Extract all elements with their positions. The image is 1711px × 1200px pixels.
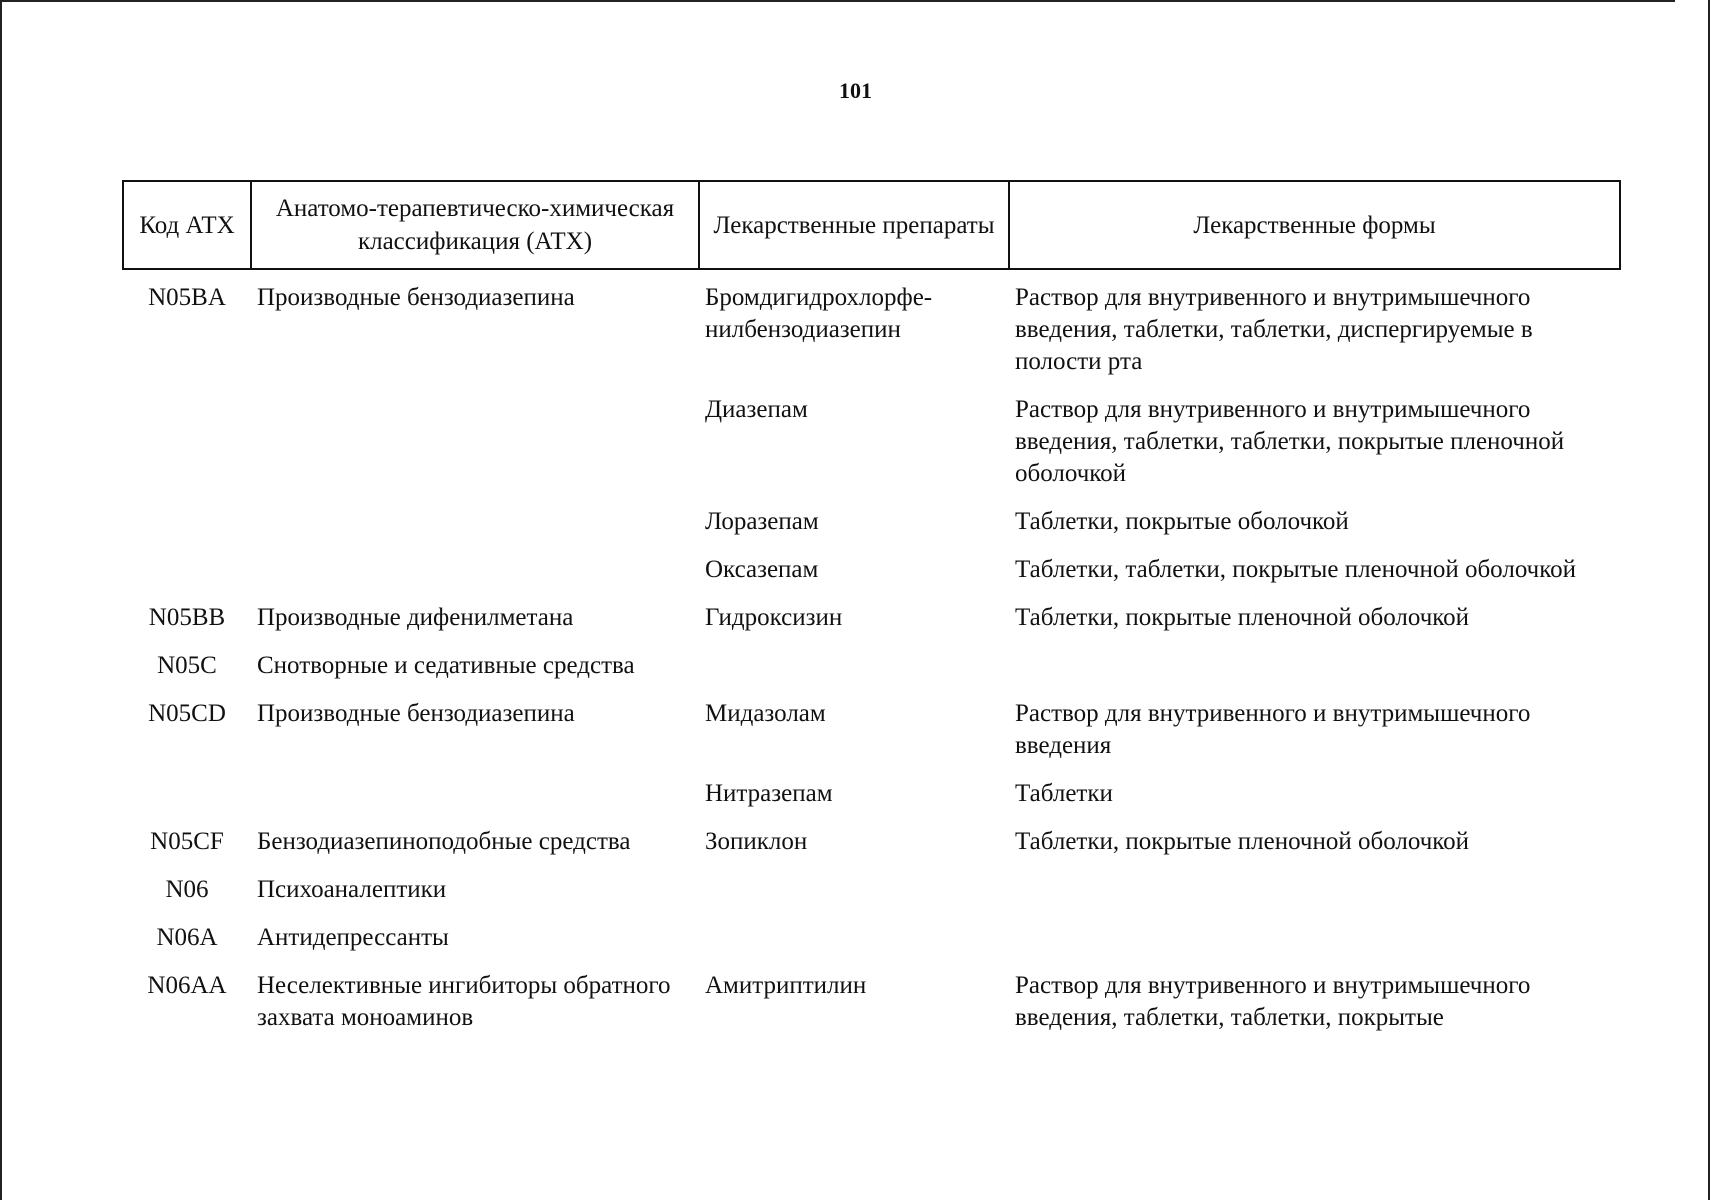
form-cell (1009, 874, 1620, 906)
form-cell (1009, 922, 1620, 954)
table-row (123, 874, 1620, 906)
classification-cell: Производные бензодиазепина (257, 700, 575, 727)
drug-cell: Гидроксизин (705, 604, 843, 631)
table-header (123, 181, 1620, 269)
atx-code-cell: N05C (157, 652, 217, 679)
atx-code-cell (123, 506, 251, 538)
table-row (123, 506, 1620, 538)
table-row (123, 970, 1620, 1034)
classification-cell: Бензодиазепиноподобные средства (257, 828, 631, 855)
atx-code-cell: N06A (156, 924, 218, 951)
form-cell (1009, 650, 1620, 682)
table-row (123, 698, 1620, 762)
form-cell: Раствор для внутривенного и внутримышечного введения, таблетки, таблетки, диспергируемые в полости рта (1015, 284, 1533, 375)
classification-cell (251, 394, 699, 490)
table-row (123, 602, 1620, 634)
drug-cell (699, 922, 1009, 954)
classification-cell: Психоаналептики (257, 876, 447, 903)
header-classification: Анатомо-терапевтическо-химическая классификация (АТХ) (251, 181, 699, 269)
classification-cell: Неселективные ингибиторы обратного захвата моноаминов (257, 972, 671, 1031)
drug-cell: Нитразепам (705, 780, 833, 807)
atx-code-cell (123, 554, 251, 586)
table-body (123, 269, 1620, 1034)
form-cell: Таблетки (1015, 780, 1113, 807)
drug-cell (699, 650, 1009, 682)
header-row (123, 181, 1620, 269)
row-spacer (123, 810, 1620, 826)
form-cell: Таблетки, покрытые пленочной оболочкой (1015, 828, 1470, 855)
table-row (123, 778, 1620, 810)
table-row (123, 922, 1620, 954)
atx-code-cell (123, 778, 251, 810)
classification-cell (251, 554, 699, 586)
classification-cell: Снотворные и седативные средства (257, 652, 635, 679)
classification-cell: Производные дифенилметана (257, 604, 574, 631)
scan-border-top (0, 0, 1675, 2)
row-spacer (123, 378, 1620, 394)
atx-code-cell: N05BA (148, 284, 226, 311)
atx-table (122, 180, 1621, 1034)
classification-cell (251, 778, 699, 810)
atx-code-cell (123, 394, 251, 490)
row-spacer (123, 538, 1620, 554)
drug-cell: Оксазепам (705, 556, 819, 583)
page-number: 101 (839, 78, 872, 103)
row-spacer (123, 762, 1620, 778)
drug-cell (699, 874, 1009, 906)
row-spacer (123, 490, 1620, 506)
table-row (123, 650, 1620, 682)
drug-cell: Зопиклон (705, 828, 808, 855)
drug-cell: Лоразепам (705, 508, 819, 535)
atx-code-cell: N05CF (150, 828, 224, 855)
row-spacer (123, 858, 1620, 874)
drug-cell: Диазепам (705, 396, 808, 423)
row-spacer (123, 634, 1620, 650)
drug-cell: Бромдигидрохлорфе-нилбензодиазепин (705, 284, 933, 343)
scan-border-left (0, 0, 2, 1200)
classification-cell: Антидепрессанты (257, 924, 449, 951)
atx-code-cell: N05CD (148, 700, 226, 727)
row-spacer (123, 906, 1620, 922)
classification-cell: Производные бензодиазепина (257, 284, 575, 311)
atx-code-cell: N05BB (148, 604, 226, 631)
table-row (123, 826, 1620, 858)
drug-cell: Мидазолам (705, 700, 826, 727)
form-cell: Таблетки, покрытые пленочной оболочкой (1015, 604, 1470, 631)
atx-code-cell: N06AA (147, 972, 227, 999)
form-cell: Раствор для внутривенного и внутримышечного введения (1015, 700, 1531, 759)
form-cell: Раствор для внутривенного и внутримышечного введения, таблетки, таблетки, покрытые (1015, 972, 1531, 1031)
form-cell: Таблетки, покрытые оболочкой (1015, 508, 1349, 535)
header-code: Код АТХ (123, 181, 251, 269)
drug-cell: Амитриптилин (705, 972, 867, 999)
table-row (123, 554, 1620, 586)
row-spacer (123, 586, 1620, 602)
form-cell: Раствор для внутривенного и внутримышечного введения, таблетки, таблетки, покрытые пленочной оболочкой (1015, 396, 1565, 487)
atx-code-cell: N06 (165, 876, 209, 903)
classification-cell (251, 506, 699, 538)
scan-border-right (1708, 0, 1710, 1200)
header-drugs: Лекарственные препараты (699, 181, 1009, 269)
header-forms: Лекарственные формы (1009, 181, 1620, 269)
table-row (123, 394, 1620, 490)
table-row (123, 269, 1620, 378)
form-cell: Таблетки, таблетки, покрытые пленочной оболочкой (1015, 556, 1577, 583)
row-spacer (123, 682, 1620, 698)
row-spacer (123, 954, 1620, 970)
